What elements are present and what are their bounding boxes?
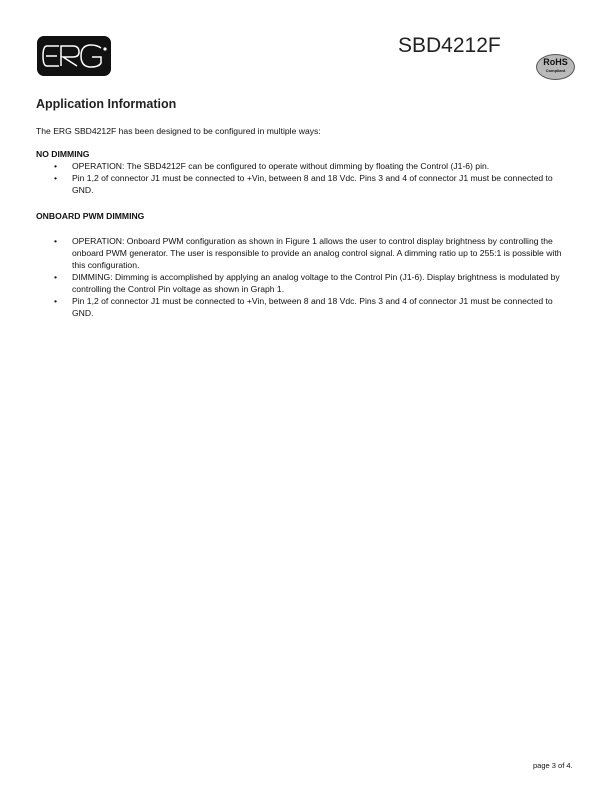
onboard-pwm-heading: ONBOARD PWM DIMMING (36, 211, 145, 221)
rohs-label: RoHS (543, 57, 568, 67)
onboard-pwm-list (36, 235, 562, 319)
no-dimming-list (36, 160, 562, 196)
page-number: page 3 of 4. (533, 761, 573, 770)
intro-text: The ERG SBD4212F has been designed to be configured in multiple ways: (36, 126, 321, 136)
section-title: Application Information (36, 97, 177, 111)
list-item: • Pin 1,2 of connector J1 must be connected to +Vin, between 8 and 18 Vdc. Pins 3 and 4 of connector J1 must be connected to GND. (36, 172, 562, 196)
rohs-badge (536, 54, 575, 80)
list-item: • DIMMING: Dimming is accomplished by applying an analog voltage to the Control Pin (J1-6). Display brightness is modulated by controlling the Control Pin voltage as shown in Graph 1. (36, 271, 562, 295)
list-item: • Pin 1,2 of connector J1 must be connected to +Vin, between 8 and 18 Vdc. Pins 3 and 4 of connector J1 must be connected to GND. (36, 295, 562, 319)
product-title: SBD4212F (398, 34, 501, 57)
list-item: • OPERATION: The SBD4212F can be configured to operate without dimming by floating the Control (J1-6) pin. (36, 160, 562, 172)
no-dimming-heading: NO DIMMING (36, 149, 90, 159)
erg-logo (37, 36, 111, 76)
rohs-sublabel: Compliant (545, 68, 566, 73)
list-item: • OPERATION: Onboard PWM configuration as shown in Figure 1 allows the user to control display brightness by controlling the onboard PWM generator. The user is responsible to provide an analog control signal. A dimming ratio up to 255:1 is possible with this configuration. (36, 235, 562, 271)
